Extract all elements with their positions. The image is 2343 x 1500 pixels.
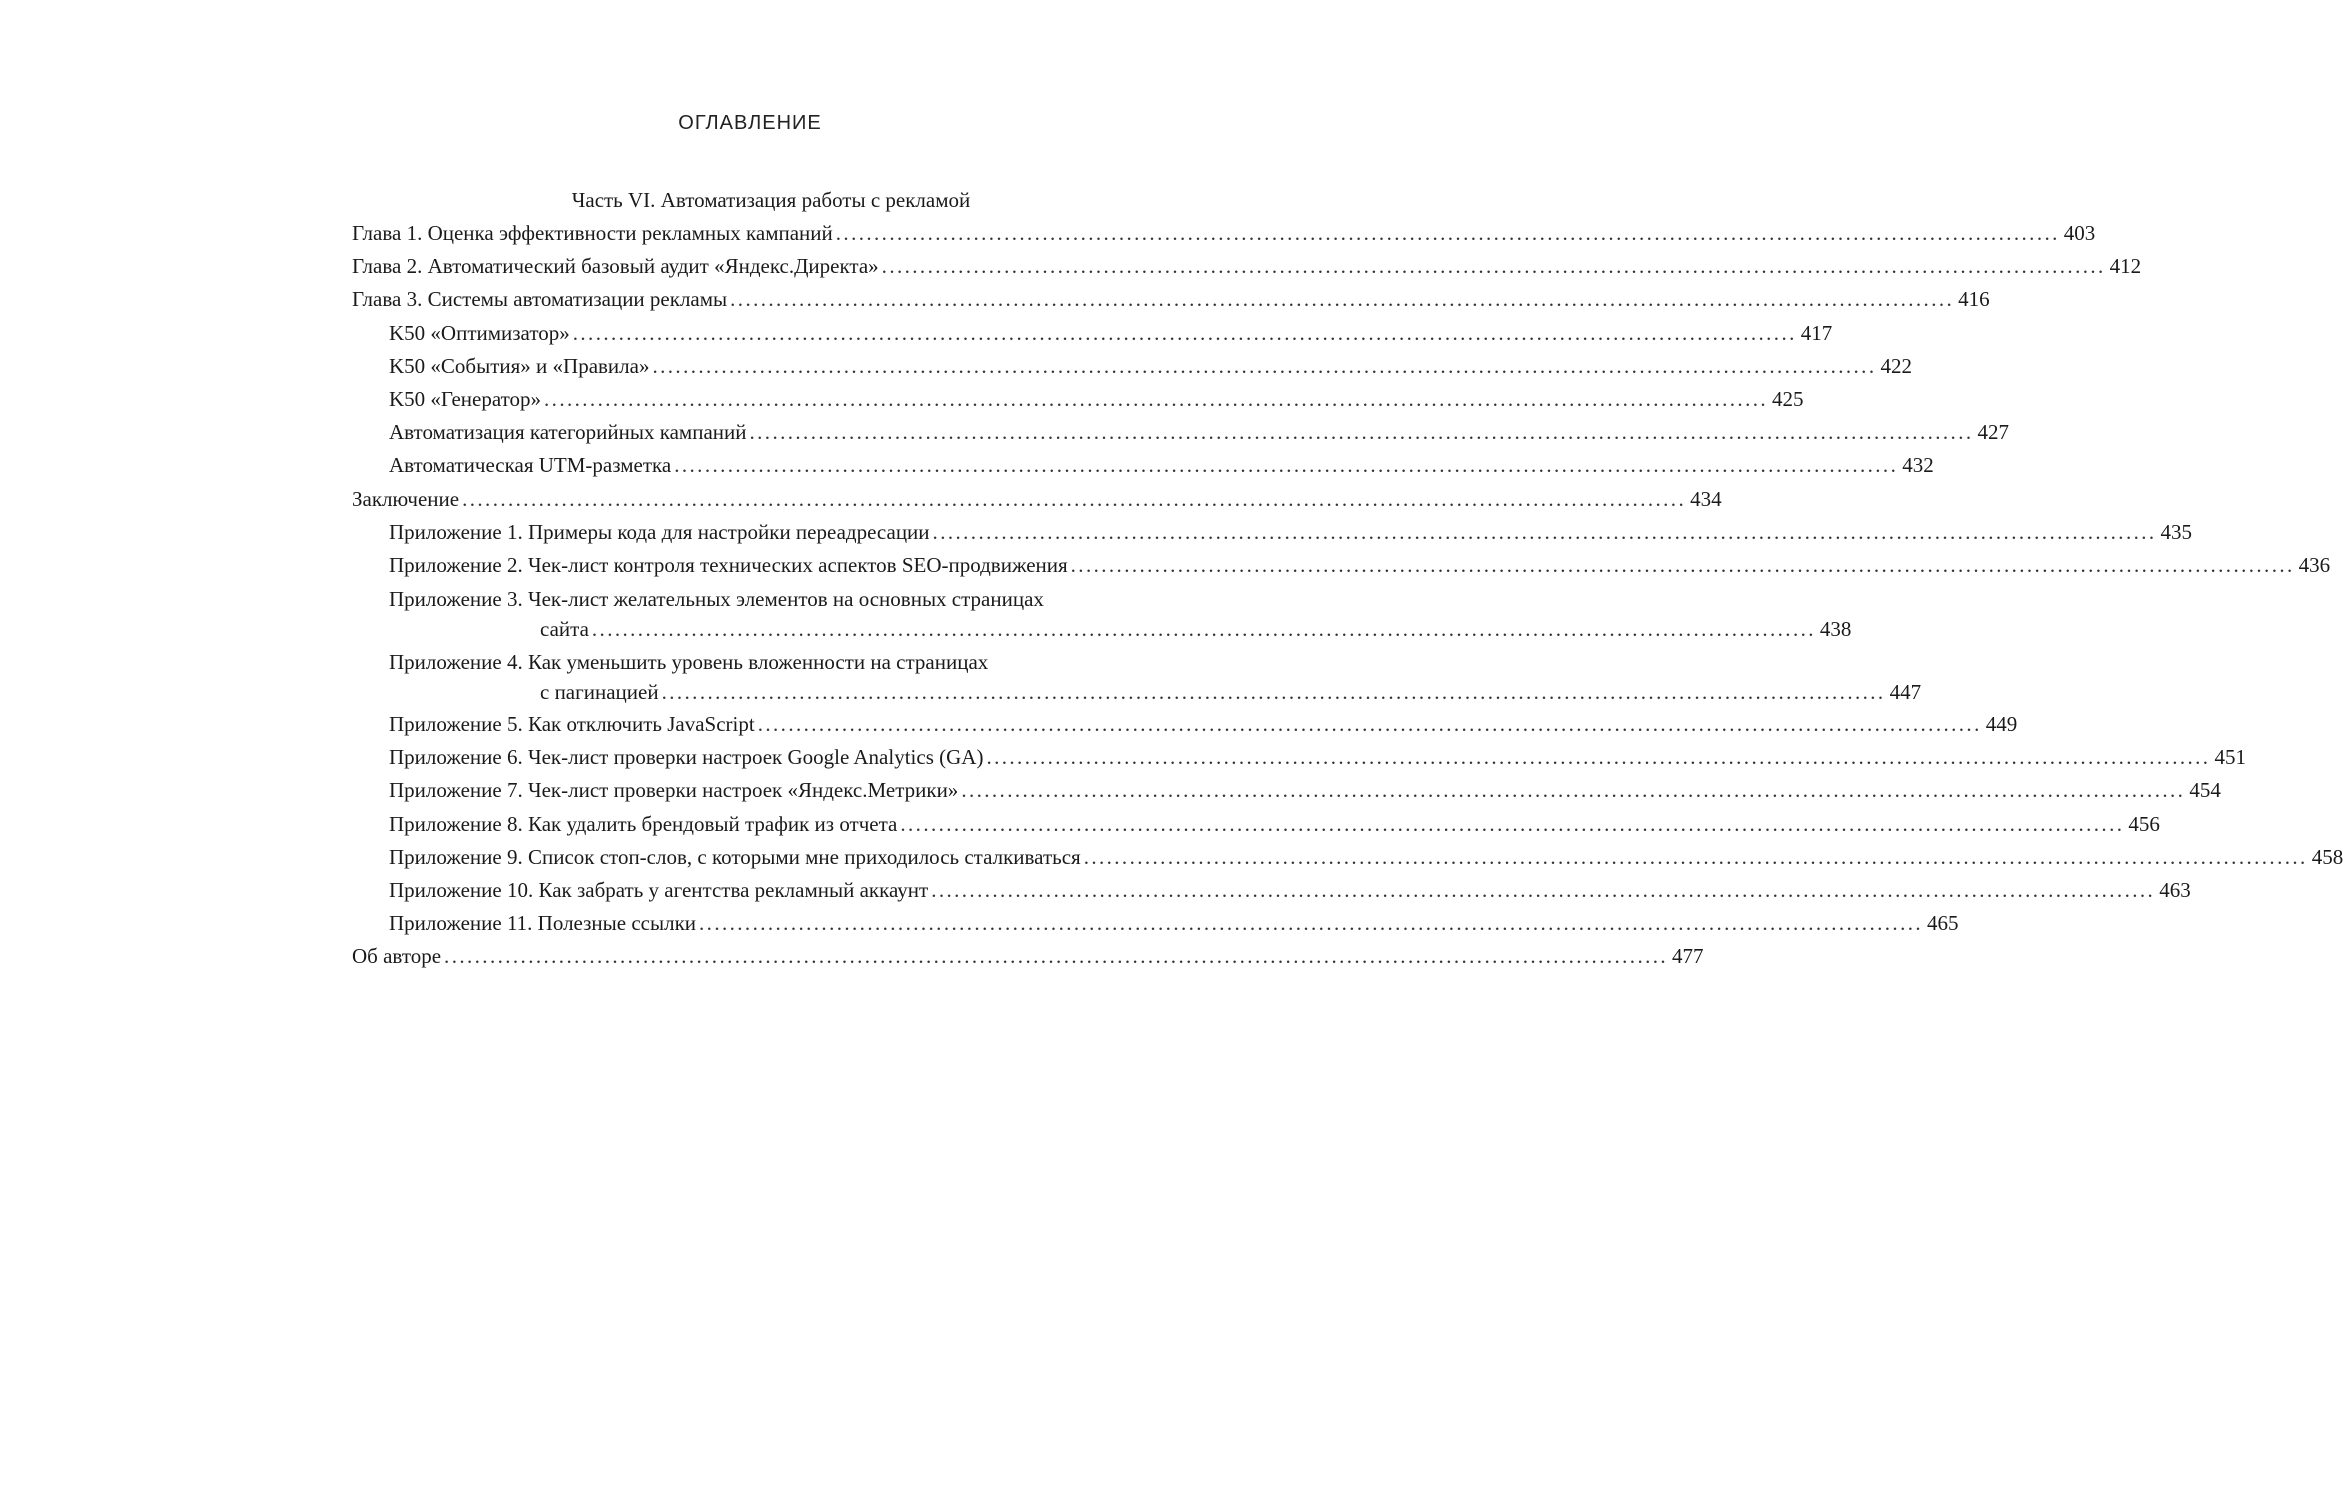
toc-entry-page: 412 bbox=[2109, 254, 2142, 279]
toc-entry-title: Глава 2. Автоматический базовый аудит «Яндекс.Директа» bbox=[352, 254, 879, 279]
toc-entry-title: Приложение 8. Как удалить брендовый трафик из отчета bbox=[389, 811, 898, 836]
toc-entry-appendix-8[interactable] bbox=[352, 808, 2160, 841]
toc-entry-appendix-3[interactable] bbox=[352, 586, 1852, 645]
toc-entry-about-author[interactable] bbox=[352, 940, 1704, 973]
toc-entry-title: Приложение 5. Как отключить JavaScript bbox=[389, 712, 755, 737]
toc-entry-title: Приложение 11. Полезные ссылки bbox=[389, 911, 697, 936]
dot-leader: ................................................................................................................................................................ bbox=[544, 386, 1769, 411]
toc-entry-page: 416 bbox=[1958, 287, 1990, 312]
toc-entry-page: 447 bbox=[1889, 680, 1922, 705]
toc-entry-title: Глава 1. Оценка эффективности рекламных кампаний bbox=[352, 221, 833, 245]
toc-entry-title: Заключение bbox=[352, 486, 460, 511]
toc-entry-title: Глава 3. Системы автоматизации рекламы bbox=[352, 287, 728, 312]
toc-entry-conclusion[interactable] bbox=[352, 483, 1722, 516]
toc-entry-page: 477 bbox=[1672, 944, 1704, 969]
toc-entry-page: 422 bbox=[1880, 353, 1912, 378]
toc-entry-page: 458 bbox=[2311, 844, 2343, 869]
dot-leader: ................................................................................................................................................................ bbox=[652, 353, 1877, 378]
toc-entry-title: Приложение 7. Чек-лист проверки настроек «Яндекс.Метрики» bbox=[389, 778, 959, 803]
toc-entry-k50-events[interactable] bbox=[352, 350, 1912, 383]
toc-entry-page: 403 bbox=[2063, 221, 2096, 245]
dot-leader: ................................................................................................................................................................ bbox=[986, 745, 2211, 770]
dot-leader: ................................................................................................................................................................ bbox=[881, 254, 2106, 279]
toc-entry-title: Автоматическая UTM-разметка bbox=[389, 453, 672, 478]
toc-entry-page: 434 bbox=[1690, 486, 1722, 511]
toc-entry-appendix-4[interactable] bbox=[352, 649, 1922, 708]
dot-leader: ................................................................................................................................................................ bbox=[730, 287, 1955, 312]
toc-entry-page: 449 bbox=[1985, 712, 2018, 737]
toc-entry-page: 454 bbox=[2189, 778, 2221, 803]
dot-leader: ................................................................................................................................................................ bbox=[462, 486, 1687, 511]
part-title: Часть VI. Автоматизация работы с рекламой bbox=[571, 188, 971, 212]
dot-leader: ................................................................................................................................................................ bbox=[674, 453, 1899, 478]
toc-entry-chapter-1[interactable] bbox=[352, 217, 2096, 250]
dot-leader: ................................................................................................................................................................ bbox=[699, 911, 1924, 936]
dot-leader: ................................................................................................................................................................ bbox=[932, 519, 2157, 544]
dot-leader: ................................................................................................................................................................ bbox=[931, 878, 2156, 902]
toc-entry-title: Приложение 1. Примеры кода для настройки переадресации bbox=[389, 519, 930, 544]
toc-entry-page: 435 bbox=[2160, 519, 2193, 544]
toc-entry-appendix-5[interactable] bbox=[352, 708, 2018, 741]
dot-leader: ................................................................................................................................................................ bbox=[572, 320, 1797, 345]
toc-entry-page: 438 bbox=[1819, 617, 1852, 642]
toc-entry-page: 463 bbox=[2159, 878, 2191, 902]
toc-entry-appendix-2[interactable] bbox=[352, 549, 2331, 582]
toc-entry-page: 465 bbox=[1927, 911, 1959, 936]
dot-leader: ................................................................................................................................................................ bbox=[961, 778, 2186, 803]
toc-entry-page: 432 bbox=[1902, 453, 1934, 478]
toc-entry-appendix-9[interactable] bbox=[352, 841, 2343, 874]
toc-entry-title: Автоматизация категорийных кампаний bbox=[389, 420, 747, 445]
toc-entry-title-continued: с пагинацией bbox=[540, 680, 659, 705]
page-title: ОГЛАВЛЕНИЕ bbox=[678, 112, 822, 134]
dot-leader: ................................................................................................................................................................ bbox=[749, 420, 1974, 445]
toc-entry-page: 417 bbox=[1800, 320, 1833, 345]
table-of-contents bbox=[352, 184, 2343, 974]
dot-leader: ................................................................................................................................................................ bbox=[835, 221, 2060, 245]
toc-entry-page: 451 bbox=[2214, 745, 2246, 770]
toc-entry-title: Приложение 3. Чек-лист желательных элементов на основных страницах bbox=[389, 587, 1044, 612]
dot-leader: ................................................................................................................................................................ bbox=[1083, 844, 2308, 869]
toc-entry-title: K50 «Оптимизатор» bbox=[389, 320, 570, 345]
dot-leader: ................................................................................................................................................................ bbox=[591, 617, 1816, 642]
toc-entry-title: K50 «Генератор» bbox=[389, 386, 542, 411]
dot-leader: ................................................................................................................................................................ bbox=[1070, 552, 2295, 577]
toc-entry-title: Приложение 9. Список стоп-слов, с которыми мне приходилось сталкиваться bbox=[389, 844, 1081, 869]
toc-entry-appendix-10[interactable] bbox=[352, 874, 2191, 907]
toc-entry-page: 425 bbox=[1772, 386, 1804, 411]
dot-leader: ................................................................................................................................................................ bbox=[661, 680, 1886, 705]
toc-entry-appendix-7[interactable] bbox=[352, 774, 2221, 807]
toc-entry-title: Приложение 4. Как уменьшить уровень вложенности на страницах bbox=[389, 650, 989, 675]
toc-entry-k50-optimizer[interactable] bbox=[352, 317, 1833, 350]
toc-entry-appendix-6[interactable] bbox=[352, 741, 2246, 774]
dot-leader: ................................................................................................................................................................ bbox=[444, 944, 1669, 969]
toc-entry-title: Приложение 6. Чек-лист проверки настроек Google Analytics (GA) bbox=[389, 745, 984, 770]
dot-leader: ................................................................................................................................................................ bbox=[900, 811, 2125, 836]
toc-entry-category-campaigns[interactable] bbox=[352, 416, 2009, 449]
toc-entry-appendix-11[interactable] bbox=[352, 907, 1959, 940]
toc-entry-title: Об авторе bbox=[352, 944, 442, 969]
toc-entry-chapter-3[interactable] bbox=[352, 283, 1990, 316]
toc-entry-appendix-1[interactable] bbox=[352, 516, 2193, 549]
toc-entry-page: 427 bbox=[1977, 420, 2009, 445]
toc-entry-title: K50 «События» и «Правила» bbox=[389, 353, 650, 378]
toc-entry-utm[interactable] bbox=[352, 449, 1934, 482]
toc-entry-k50-generator[interactable] bbox=[352, 383, 1804, 416]
toc-entry-title: Приложение 10. Как забрать у агентства рекламный аккаунт bbox=[389, 878, 929, 902]
toc-entry-page: 456 bbox=[2128, 811, 2160, 836]
toc-entry-chapter-2[interactable] bbox=[352, 250, 2142, 283]
dot-leader: ................................................................................................................................................................ bbox=[757, 712, 1982, 737]
toc-entry-title-continued: сайта bbox=[540, 617, 589, 642]
toc-entry-title: Приложение 2. Чек-лист контроля технических аспектов SEO-продвижения bbox=[389, 552, 1068, 577]
toc-entry-page: 436 bbox=[2298, 552, 2331, 577]
